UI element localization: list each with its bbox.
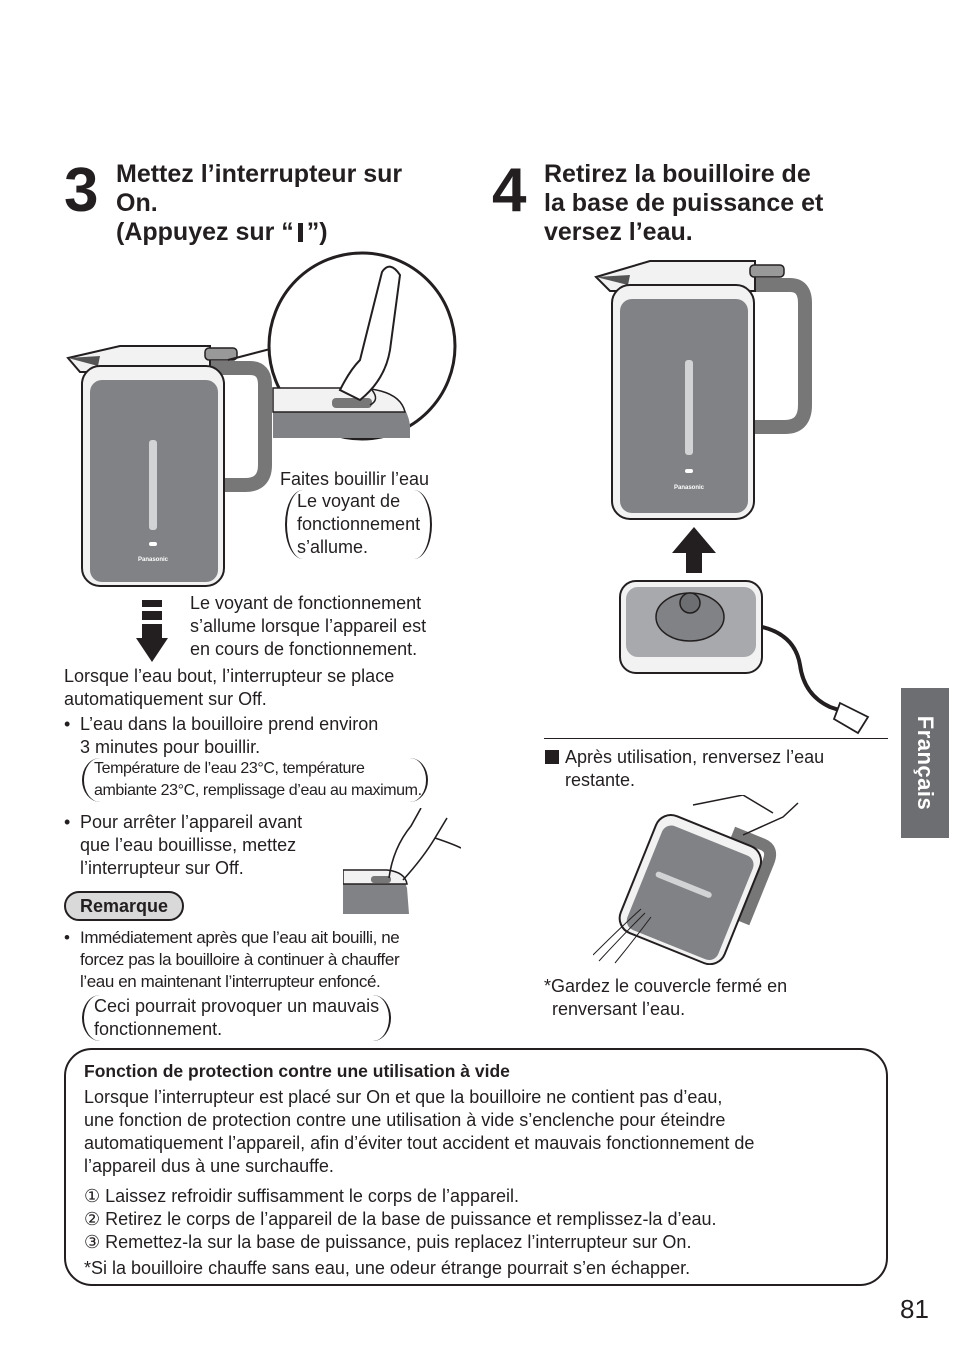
indicator-description: Le voyant de fonctionnement s’allume lorsque l’appareil est en cours de fonctionnement. bbox=[190, 593, 427, 659]
lid-note: *Gardez le couvercle fermé en renversant l’eau. bbox=[544, 976, 788, 1019]
step-3-number: 3 bbox=[64, 156, 99, 225]
protection-step: ③ Remettez-la sur la base de puissance, puis replacez l’interrupteur sur On. bbox=[84, 1232, 692, 1252]
stop-early-bullet: • Pour arrêter l’appareil avant que l’eau bouillisse, mettez l’interrupteur sur Off. bbox=[80, 811, 302, 880]
brand-logo-text: Panasonic bbox=[673, 485, 705, 491]
boil-time-bullet: • L’eau dans la bouilloire prend environ 3 minutes pour bouillir. bbox=[80, 713, 378, 759]
after-use-text: Après utilisation, renversez l’eau restante. bbox=[565, 747, 825, 790]
brand-logo-text: Panasonic bbox=[137, 557, 169, 563]
switch-off-illustration bbox=[343, 808, 461, 914]
down-arrow-icon bbox=[136, 600, 168, 664]
protection-footnote: *Si la bouilloire chauffe sans eau, une odeur étrange pourrait s’en échapper. bbox=[84, 1258, 691, 1278]
square-bullet-icon bbox=[545, 750, 559, 764]
protection-heading: Fonction de protection contre une utilisation à vide bbox=[84, 1061, 510, 1081]
plug-icon bbox=[834, 703, 868, 733]
boil-time-note: Température de l’eau 23°C, température ambiante 23°C, remplissage d’eau au maximum. bbox=[82, 758, 428, 802]
step-3-title: Mettez l’interrupteur sur On. (Appuyez sur “ ”) bbox=[116, 160, 403, 246]
remarque-bullet: • Immédiatement après que l’eau ait bouilli, ne forcez pas la bouilloire à continuer à chauffer l’eau en maintenant l’interrupteur enfoncé. bbox=[80, 927, 399, 993]
step-4-title: Retirez la bouilloire de la base de puissance et versez l’eau. bbox=[544, 160, 824, 246]
boil-callout: Faites bouillir l’eau bbox=[280, 469, 430, 489]
auto-off-text: Lorsque l’eau bout, l’interrupteur se place automatiquement sur Off. bbox=[64, 666, 395, 709]
step-4-number: 4 bbox=[492, 156, 527, 225]
remarque-note: Ceci pourrait provoquer un mauvais fonctionnement. bbox=[82, 995, 391, 1041]
up-arrow-icon bbox=[672, 527, 716, 573]
kettle-removal-illustration bbox=[590, 255, 890, 735]
protection-paragraph: Lorsque l’interrupteur est placé sur On et que la bouilloire ne contient pas d’eau, une fonction de protection contre une utilisation à vide s’enclenche pour éteindre automatiquement l’appareil, afin d’éviter tout accident et mauvais fonctionnement de l’appareil dus à une surchauffe. bbox=[84, 1087, 755, 1176]
protection-step: ① Laissez refroidir suffisamment le corps de l’appareil. bbox=[84, 1186, 520, 1206]
pouring-illustration bbox=[593, 795, 803, 965]
remarque-label: Remarque bbox=[64, 891, 184, 921]
page-number: 81 bbox=[900, 1294, 929, 1324]
protection-steps bbox=[84, 1185, 874, 1254]
boil-callout-note: Le voyant de fonctionnement s’allume. bbox=[285, 490, 432, 559]
divider bbox=[544, 738, 888, 739]
protection-step: ② Retirez le corps de l’appareil de la base de puissance et remplissez-la d’eau. bbox=[84, 1209, 717, 1229]
language-tab: Français bbox=[901, 688, 949, 838]
protection-content bbox=[84, 1060, 874, 1280]
